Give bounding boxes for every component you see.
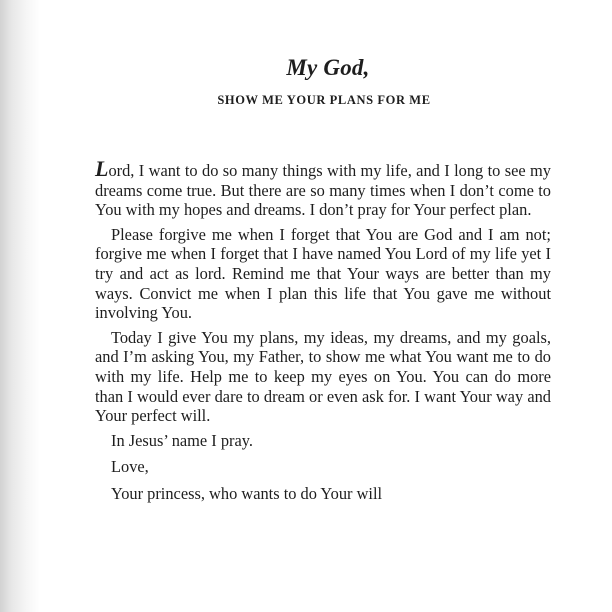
paragraph-1-text: ord, I want to do so many things with my life, and I long to see my dreams come true. But there are so many times when I don’t come to You with my hopes and dreams. I don’t pray for Your perfect plan. — [95, 161, 551, 220]
paragraph-3: Today I give You my plans, my ideas, my dreams, and my goals, and I’m asking You, my Father, to show me what You want me to do with my life. Help me to keep my eyes on You. You can do more than I would ever dare to dream or even ask for. I want Your way and Your perfect will. — [95, 327, 551, 426]
drop-cap-initial: L — [95, 156, 109, 181]
prayer-body — [95, 156, 551, 511]
closing-line-love: Love, — [111, 457, 149, 477]
paragraph-2: Please forgive me when I forget that You are God and I am not; forgive me when I forget that I have named You Lord of my life yet I try and act as lord. Remind me that Your ways are better than my ways. Convict me when I plan this life that You gave me without involving You. — [95, 224, 551, 323]
page-subtitle: SHOW ME YOUR PLANS FOR ME — [217, 93, 431, 107]
closing-line-signature: Your princess, who wants to do Your will — [111, 483, 383, 503]
closing-line-prayer: In Jesus’ name I pray. — [111, 430, 254, 450]
page-title: My God, — [286, 55, 370, 80]
paragraph-1 — [95, 156, 551, 220]
